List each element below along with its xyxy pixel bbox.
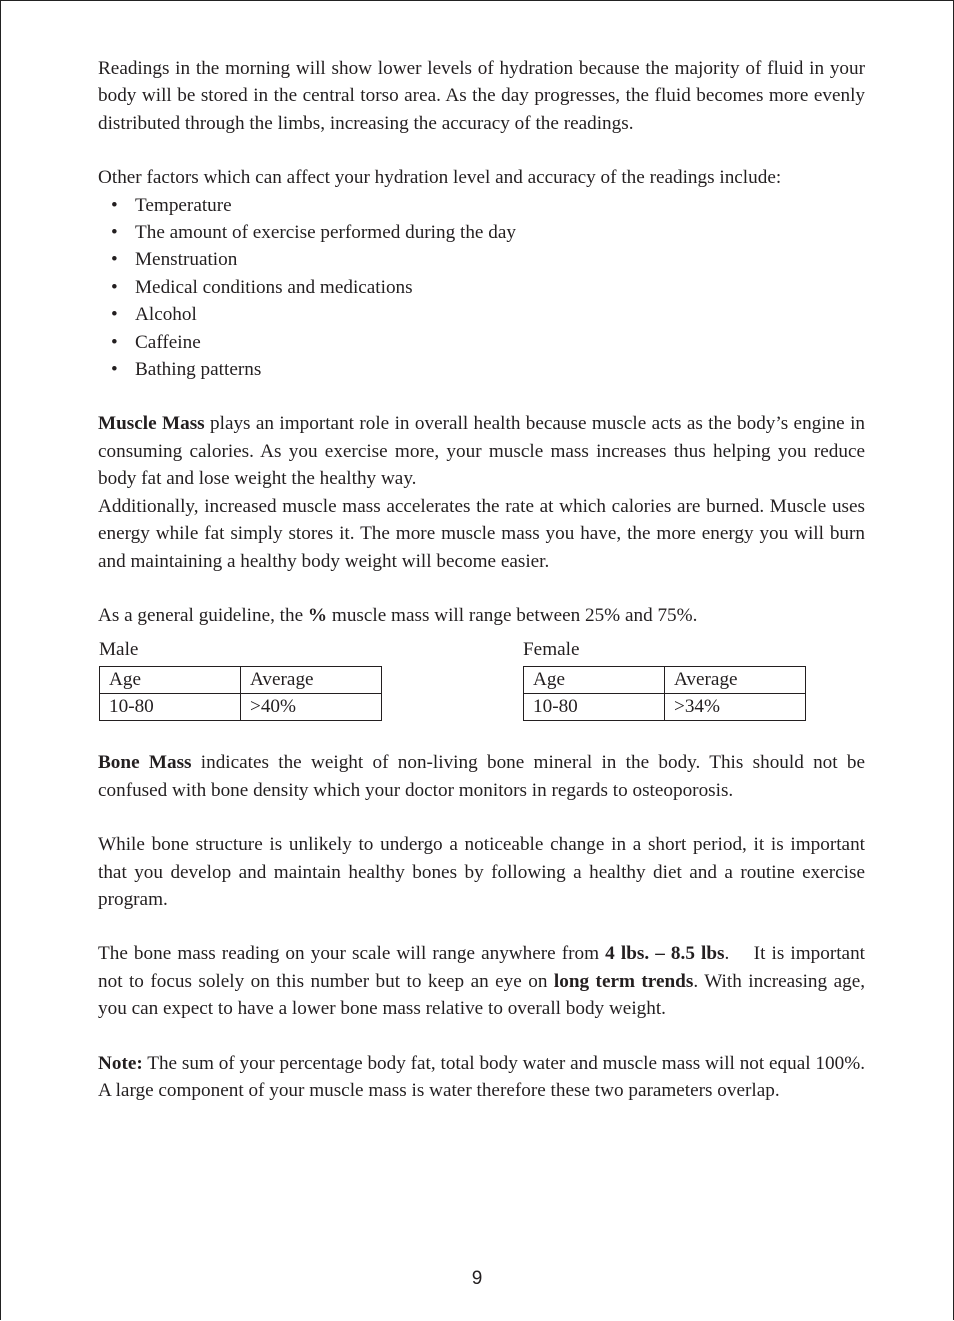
list-item: • Temperature (98, 192, 865, 219)
muscle-additional-paragraph: Additionally, increased muscle mass accelerates the rate at which calories are burned. Muscle uses energy while fat simply stores it. The more muscle mass you have, the more energy you will burn and maintaining a healthy body weight will become easier. (98, 495, 865, 572)
note-text: The sum of your percentage body fat, total body water and muscle mass will not equal 100%. A large component of your muscle mass is water therefore these two parameters overlap. (98, 1052, 865, 1101)
table-row (524, 667, 806, 694)
document-body (98, 55, 870, 1104)
male-table-title: Male (99, 639, 139, 661)
bone-reading-mid: . It is important not to focus solely on this number but to keep an eye on (98, 943, 870, 992)
table-header-average: Average (665, 667, 806, 694)
bone-mass-paragraph (98, 749, 865, 804)
list-item: • Caffeine (98, 329, 865, 356)
guideline-text-post: muscle mass will range between 25% and 75%. (327, 604, 698, 626)
list-item: • The amount of exercise performed during the day (98, 219, 865, 246)
bone-reading-pre: The bone mass reading on your scale will range anywhere from (98, 943, 606, 965)
guideline-paragraph (98, 602, 865, 629)
muscle-mass-text: plays an important role in overall health because muscle acts as the body’s engine in consuming calories. As you exercise more, your muscle mass increases thus helping you reduce body fat and lose weight the healthy way. (98, 413, 865, 490)
table-header-average: Average (241, 667, 382, 694)
muscle-mass-tables (98, 638, 865, 736)
factors-list (98, 192, 865, 384)
bone-reading-paragraph (98, 940, 870, 1022)
table-cell-age: 10-80 (524, 694, 665, 721)
female-table-block (523, 638, 806, 721)
guideline-text-pre: As a general guideline, the (98, 604, 308, 626)
bone-reading-trends: long term trends (553, 970, 694, 992)
female-table (523, 666, 806, 721)
factors-intro: Other factors which can affect your hydration level and accuracy of the readings include: (98, 167, 782, 189)
list-item: • Menstruation (98, 246, 865, 273)
bone-reading-range: 4 lbs. – 8.5 lbs (605, 943, 725, 965)
bone-mass-term: Bone Mass (98, 752, 192, 774)
muscle-mass-term: Muscle Mass (98, 413, 205, 435)
female-table-title: Female (523, 639, 580, 661)
muscle-mass-paragraph (98, 410, 865, 492)
bone-structure-paragraph: While bone structure is unlikely to undergo a noticeable change in a short period, it is important that you develop and maintain healthy bones by following a healthy diet and a routine exercise program. (98, 834, 865, 910)
table-header-age: Age (100, 667, 241, 694)
list-item: • Medical conditions and medications (98, 274, 865, 301)
guideline-percent: % (307, 604, 328, 626)
male-table-block (99, 638, 382, 721)
list-item: • Bathing patterns (98, 356, 865, 383)
table-cell-average: >34% (665, 694, 806, 721)
bone-mass-text: indicates the weight of non-living bone mineral in the body. This should not be confused with bone density which your doctor monitors in regards to osteoporosis. (98, 752, 865, 801)
table-cell-age: 10-80 (100, 694, 241, 721)
table-row (524, 694, 806, 721)
male-table (99, 666, 382, 721)
table-header-age: Age (524, 667, 665, 694)
table-row (100, 667, 382, 694)
list-item: • Alcohol (98, 301, 865, 328)
page-number: 9 (471, 1268, 483, 1289)
table-row (100, 694, 382, 721)
note-paragraph (98, 1050, 865, 1105)
table-cell-average: >40% (241, 694, 382, 721)
bone-reading-post: . With increasing age, you can expect to have a lower bone mass relative to overall body weight. (98, 970, 870, 1020)
note-label: Note: (98, 1052, 143, 1074)
hydration-paragraph: Readings in the morning will show lower levels of hydration because the majority of fluid in your body will be stored in the central torso area. As the day progresses, the fluid becomes more evenly distributed through the limbs, increasing the accuracy of the readings. (98, 58, 865, 134)
